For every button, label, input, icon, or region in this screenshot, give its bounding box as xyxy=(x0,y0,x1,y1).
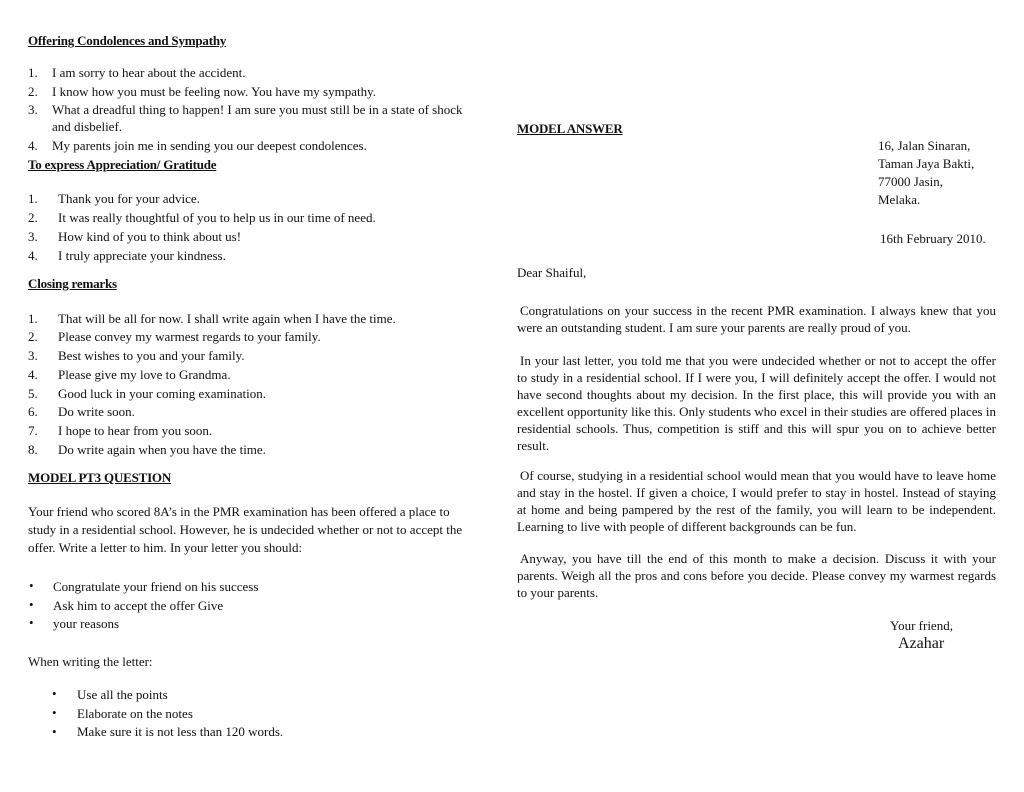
list-item xyxy=(28,137,38,155)
letter-paragraph-4: Anyway, you have till the end of this month to make a decision. Discuss it with your parents. Weigh all the pros and cons before you decide. Please convey my warmest regards to your parents. xyxy=(517,551,996,600)
list-item-text: What a dreadful thing to happen! I am sure you must still be in a state of shock xyxy=(52,102,463,117)
address-line: 77000 Jasin, xyxy=(878,174,943,189)
item-number: 2. xyxy=(28,329,38,344)
item-number: 2. xyxy=(28,84,38,99)
item-number: 1. xyxy=(28,65,38,80)
bullet-icon: • xyxy=(29,578,34,593)
list-item-text: I truly appreciate your kindness. xyxy=(58,248,226,263)
list-item-text: I hope to hear from you soon. xyxy=(58,423,213,438)
address-line: Melaka. xyxy=(878,192,921,207)
question-heading: MODEL PT3 QUESTION xyxy=(28,470,172,485)
question-line: study in a residential school. However, he is undecided whether or not to accept the xyxy=(28,522,463,537)
list-item-text: Please convey my warmest regards to your family. xyxy=(58,329,321,344)
letter-date: 16th February 2010. xyxy=(880,231,986,246)
bullet-text: Ask him to accept the offer Give xyxy=(53,598,224,613)
list-item-text: and disbelief. xyxy=(52,119,123,134)
when-writing-label: When writing the letter: xyxy=(28,654,153,669)
condolences-heading: Offering Condolences and Sympathy xyxy=(28,33,227,48)
list-item-text: I know how you must be feeling now. You have my sympathy. xyxy=(52,84,377,99)
letter-paragraph-2: In your last letter, you told me that you were undecided whether or not to accept the offer to study in a residential school. If I were you, I will definitely accept the offer. I would not have second thoughts about my decision. In the first place, this will provide you with an excellent opportunity like this. Only students who excel in their studies are offered places in residential schools. Thus, competition is stiff and this will spur you on to achieve better result. xyxy=(517,353,996,453)
appreciation-heading: To express Appreciation/ Gratitude xyxy=(28,157,217,172)
list-item-text: It was really thoughtful of you to help us in our time of need. xyxy=(58,210,376,225)
list-item xyxy=(28,64,38,82)
list-item xyxy=(28,83,38,101)
closing-heading: Closing remarks xyxy=(28,276,117,291)
address-line: Taman Jaya Bakti, xyxy=(878,156,975,171)
list-item-text: How kind of you to think about us! xyxy=(58,229,242,244)
bullet-text: your reasons xyxy=(53,616,120,631)
list-item-text: My parents join me in sending you our deepest condolences. xyxy=(52,138,367,153)
list-item-text: Do write again when you have the time. xyxy=(58,442,266,457)
letter-paragraph-3: Of course, studying in a residential school would mean that you would have to leave home and stay in the hostel. If given a choice, I would prefer to stay in hostel. Instead of staying at home and being pampered by the rest of the family, you will learn to be independent. Learning to live with people of different backgrounds can be fun. xyxy=(517,468,996,534)
address-line: 16, Jalan Sinaran, xyxy=(878,138,971,153)
letter-paragraph-1: Congratulations on your success in the recent PMR examination. I always knew that you were an outstanding student. I am sure your parents are really proud of you. xyxy=(517,303,996,335)
letter-greeting: Dear Shaiful, xyxy=(517,265,587,280)
tip-text: Make sure it is not less than 120 words. xyxy=(77,724,284,739)
question-line: offer. Write a letter to him. In your letter you should: xyxy=(28,540,303,555)
tip-text: Use all the points xyxy=(77,687,168,702)
question-line: Your friend who scored 8A’s in the PMR examination has been offered a place to xyxy=(28,504,450,519)
item-number: 5. xyxy=(28,386,38,401)
item-number: 4. xyxy=(28,138,38,153)
item-number: 2. xyxy=(28,210,38,225)
item-number: 1. xyxy=(28,191,38,206)
list-item-text: Thank you for your advice. xyxy=(58,191,200,206)
item-number: 8. xyxy=(28,442,38,457)
list-item-text: I am sorry to hear about the accident. xyxy=(52,65,246,80)
letter-closing: Your friend, xyxy=(890,618,953,633)
list-item-text: Do write soon. xyxy=(58,404,135,419)
bullet-icon: • xyxy=(52,705,57,720)
list-item-text: That will be all for now. I shall write again when I have the time. xyxy=(58,311,396,326)
item-number: 3. xyxy=(28,102,38,117)
bullet-icon: • xyxy=(52,686,57,701)
item-number: 3. xyxy=(28,229,38,244)
item-number: 4. xyxy=(28,248,38,263)
list-item-text: Good luck in your coming examination. xyxy=(58,386,266,401)
item-number: 1. xyxy=(28,311,38,326)
list-item xyxy=(28,101,38,119)
list-item-text: Please give my love to Grandma. xyxy=(58,367,231,382)
bullet-icon: • xyxy=(52,724,57,739)
tip-text: Elaborate on the notes xyxy=(77,706,193,721)
list-item-text: Best wishes to you and your family. xyxy=(58,348,245,363)
letter-signature: Azahar xyxy=(898,635,945,652)
item-number: 7. xyxy=(28,423,38,438)
bullet-text: Congratulate your friend on his success xyxy=(53,579,259,594)
model-answer-heading: MODEL ANSWER xyxy=(517,121,623,136)
item-number: 3. xyxy=(28,348,38,363)
bullet-icon: • xyxy=(29,615,34,630)
item-number: 6. xyxy=(28,404,38,419)
item-number: 4. xyxy=(28,367,38,382)
bullet-icon: • xyxy=(29,597,34,612)
